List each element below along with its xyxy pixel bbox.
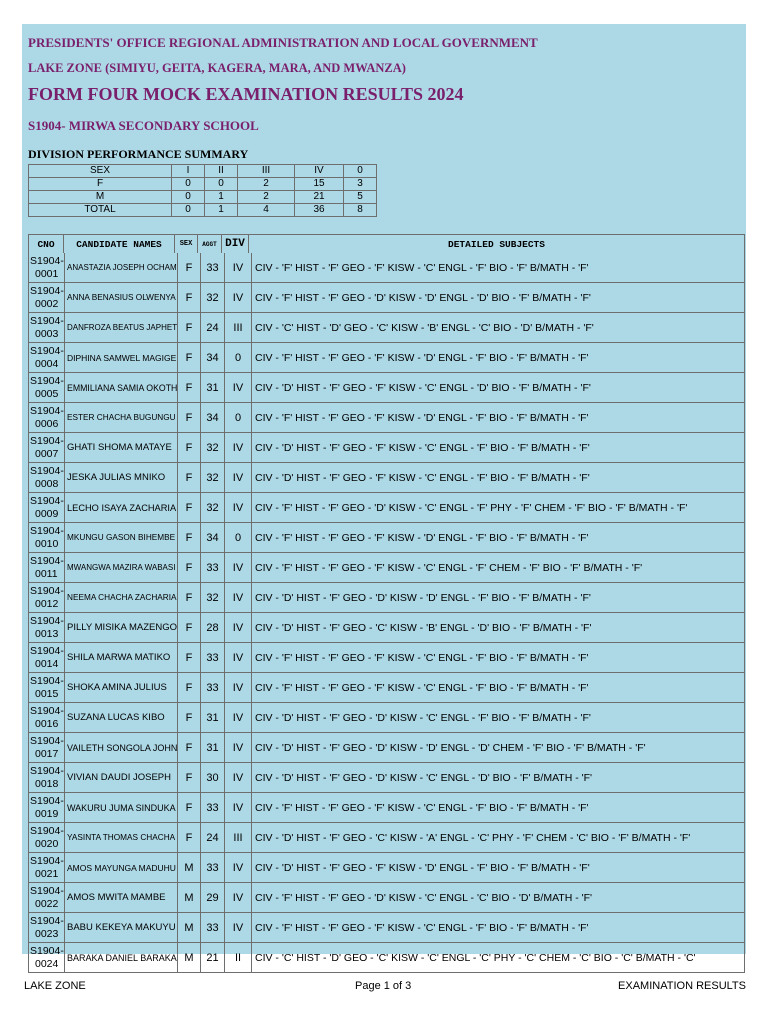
summary-cell: 4 xyxy=(238,204,295,217)
candidate-aggregate: 32 xyxy=(201,283,225,312)
table-row xyxy=(28,523,745,553)
candidate-subjects: CIV - 'F' HIST - 'F' GEO - 'D' KISW - 'C' ENGL - 'F' PHY - 'F' CHEM - 'F' BIO - 'F' B/MATH - 'F' xyxy=(255,501,688,514)
table-row xyxy=(28,373,745,403)
cno-suffix: 0003 xyxy=(35,327,59,340)
summary-cell: 0 xyxy=(172,191,205,204)
candidate-aggregate: 32 xyxy=(201,583,225,612)
cno-suffix: 0021 xyxy=(35,867,59,880)
candidate-number xyxy=(29,373,65,402)
candidate-number xyxy=(29,463,65,492)
summary-cell: 1 xyxy=(205,204,238,217)
candidate-name: WAKURU JUMA SINDUKA xyxy=(65,793,178,822)
candidate-division: IV xyxy=(225,703,252,732)
candidate-aggregate: 33 xyxy=(201,673,225,702)
cno-suffix: 0012 xyxy=(35,597,59,610)
cno-prefix: S1904- xyxy=(30,404,64,417)
table-row xyxy=(28,733,745,763)
table-row xyxy=(28,463,745,493)
cno-prefix: S1904- xyxy=(30,374,64,387)
cno-prefix: S1904- xyxy=(30,314,64,327)
candidate-division: IV xyxy=(225,583,252,612)
candidate-number xyxy=(29,883,65,912)
cno-prefix: S1904- xyxy=(30,854,64,867)
col-header-cno: CNO xyxy=(29,235,64,253)
cno-suffix: 0004 xyxy=(35,357,59,370)
candidate-number xyxy=(29,613,65,642)
candidate-aggregate: 33 xyxy=(201,793,225,822)
table-row xyxy=(28,613,745,643)
candidate-aggregate: 34 xyxy=(201,343,225,372)
cno-prefix: S1904- xyxy=(30,584,64,597)
cno-prefix: S1904- xyxy=(30,704,64,717)
table-row xyxy=(28,793,745,823)
cno-prefix: S1904- xyxy=(30,614,64,627)
cno-suffix: 0019 xyxy=(35,807,59,820)
summary-total-row xyxy=(29,204,377,217)
cno-suffix: 0016 xyxy=(35,717,59,730)
candidate-name: GHATI SHOMA MATAYE xyxy=(65,433,178,462)
candidate-sex: F xyxy=(178,253,201,282)
candidate-name: VIVIAN DAUDI JOSEPH xyxy=(65,763,178,792)
candidate-name: PILLY MISIKA MAZENGO xyxy=(65,613,178,642)
candidate-number xyxy=(29,283,65,312)
candidate-division: IV xyxy=(225,613,252,642)
summary-cell: 2 xyxy=(238,178,295,191)
candidate-number xyxy=(29,583,65,612)
table-row xyxy=(28,643,745,673)
table-row xyxy=(28,313,745,343)
candidate-sex: M xyxy=(178,943,201,972)
candidate-sex: F xyxy=(178,343,201,372)
col-header-name: CANDIDATE NAMES xyxy=(64,235,175,253)
cno-suffix: 0008 xyxy=(35,477,59,490)
candidate-name: JESKA JULIAS MNIKO xyxy=(65,463,178,492)
results-header-row xyxy=(28,234,745,253)
candidate-number xyxy=(29,253,65,282)
cno-prefix: S1904- xyxy=(30,494,64,507)
table-row xyxy=(28,583,745,613)
candidate-number xyxy=(29,403,65,432)
table-row xyxy=(28,283,745,313)
results-sheet xyxy=(22,24,746,970)
col-header-subjects: DETAILED SUBJECTS xyxy=(448,238,545,250)
candidate-aggregate: 24 xyxy=(201,313,225,342)
candidate-division: IV xyxy=(225,793,252,822)
candidate-subjects: CIV - 'D' HIST - 'F' GEO - 'D' KISW - 'C' ENGL - 'D' BIO - 'F' B/MATH - 'F' xyxy=(255,771,593,784)
candidate-name: SUZANA LUCAS KIBO xyxy=(65,703,178,732)
summary-header-cell: II xyxy=(205,165,238,178)
candidate-division: IV xyxy=(225,643,252,672)
candidate-number xyxy=(29,763,65,792)
candidate-division: IV xyxy=(225,253,252,282)
school-name: S1904- MIRWA SECONDARY SCHOOL xyxy=(28,118,259,133)
division-summary-table xyxy=(28,164,377,217)
candidate-division: IV xyxy=(225,913,252,942)
candidate-division: IV xyxy=(225,433,252,462)
candidate-aggregate: 33 xyxy=(201,913,225,942)
candidate-sex: F xyxy=(178,283,201,312)
candidate-subjects: CIV - 'F' HIST - 'F' GEO - 'F' KISW - 'C' ENGL - 'F' BIO - 'F' B/MATH - 'F' xyxy=(255,681,589,694)
candidate-aggregate: 21 xyxy=(201,943,225,972)
candidate-subjects: CIV - 'D' HIST - 'F' GEO - 'D' KISW - 'D' ENGL - 'F' BIO - 'F' B/MATH - 'F' xyxy=(255,591,591,604)
candidate-subjects: CIV - 'F' HIST - 'F' GEO - 'D' KISW - 'C' ENGL - 'C' BIO - 'D' B/MATH - 'F' xyxy=(255,891,593,904)
table-row xyxy=(28,433,745,463)
candidate-subjects: CIV - 'F' HIST - 'F' GEO - 'D' KISW - 'D' ENGL - 'D' BIO - 'F' B/MATH - 'F' xyxy=(255,291,591,304)
candidate-sex: F xyxy=(178,763,201,792)
candidate-subjects: CIV - 'D' HIST - 'F' GEO - 'F' KISW - 'C' ENGL - 'F' BIO - 'F' B/MATH - 'F' xyxy=(255,471,590,484)
candidate-name: AMOS MAYUNGA MADUHU xyxy=(65,853,178,882)
candidate-name: DANFROZA BEATUS JAPHET xyxy=(65,313,178,342)
candidate-name: ANNA BENASIUS OLWENYA xyxy=(65,283,178,312)
candidate-sex: F xyxy=(178,553,201,582)
candidate-name: EMMILIANA SAMIA OKOTH xyxy=(65,373,178,402)
table-row xyxy=(28,253,745,283)
summary-cell: 0 xyxy=(172,178,205,191)
summary-cell: 0 xyxy=(172,204,205,217)
summary-cell: 21 xyxy=(295,191,344,204)
footer-right: EXAMINATION RESULTS xyxy=(618,980,746,992)
cno-suffix: 0023 xyxy=(35,927,59,940)
candidate-sex: F xyxy=(178,463,201,492)
candidate-sex: F xyxy=(178,643,201,672)
candidate-sex: F xyxy=(178,313,201,342)
candidate-aggregate: 31 xyxy=(201,703,225,732)
cno-prefix: S1904- xyxy=(30,524,64,537)
candidate-name: SHOKA AMINA JULIUS xyxy=(65,673,178,702)
candidate-name: LECHO ISAYA ZACHARIA xyxy=(65,493,178,522)
cno-prefix: S1904- xyxy=(30,884,64,897)
summary-cell: 15 xyxy=(295,178,344,191)
candidate-number xyxy=(29,733,65,762)
candidate-name: MWANGWA MAZIRA WABASI xyxy=(65,553,178,582)
summary-cell: TOTAL xyxy=(29,204,172,217)
cno-suffix: 0024 xyxy=(35,957,59,970)
candidate-name: AMOS MWITA MAMBE xyxy=(65,883,178,912)
candidate-sex: F xyxy=(178,823,201,852)
candidate-number xyxy=(29,853,65,882)
summary-cell: 1 xyxy=(205,191,238,204)
summary-header-cell: I xyxy=(172,165,205,178)
candidate-division: 0 xyxy=(225,343,252,372)
table-row xyxy=(28,883,745,913)
candidate-sex: M xyxy=(178,913,201,942)
candidate-name: SHILA MARWA MATIKO xyxy=(65,643,178,672)
candidate-number xyxy=(29,313,65,342)
cno-prefix: S1904- xyxy=(30,914,64,927)
candidate-subjects: CIV - 'D' HIST - 'F' GEO - 'F' KISW - 'C' ENGL - 'D' BIO - 'F' B/MATH - 'F' xyxy=(255,381,591,394)
candidate-name: MKUNGU GASON BIHEMBE xyxy=(65,523,178,552)
summary-cell: 0 xyxy=(205,178,238,191)
candidate-subjects: CIV - 'D' HIST - 'F' GEO - 'C' KISW - 'A' ENGL - 'C' PHY - 'F' CHEM - 'C' BIO - 'F' B/MATH - 'F' xyxy=(255,831,691,844)
summary-cell: F xyxy=(29,178,172,191)
candidate-number xyxy=(29,913,65,942)
col-header-aggt: AGGT xyxy=(198,235,222,253)
candidate-sex: F xyxy=(178,673,201,702)
candidate-subjects: CIV - 'D' HIST - 'F' GEO - 'D' KISW - 'D' ENGL - 'D' CHEM - 'F' BIO - 'F' B/MATH - 'F' xyxy=(255,741,646,754)
cno-prefix: S1904- xyxy=(30,944,64,957)
candidate-sex: M xyxy=(178,883,201,912)
cno-suffix: 0002 xyxy=(35,297,59,310)
summary-row xyxy=(29,178,377,191)
candidate-name: YASINTA THOMAS CHACHA xyxy=(65,823,178,852)
cno-suffix: 0015 xyxy=(35,687,59,700)
cno-prefix: S1904- xyxy=(30,674,64,687)
cno-prefix: S1904- xyxy=(30,734,64,747)
cno-suffix: 0013 xyxy=(35,627,59,640)
candidate-sex: F xyxy=(178,793,201,822)
cno-suffix: 0014 xyxy=(35,657,59,670)
candidate-name: BABU KEKEYA MAKUYU xyxy=(65,913,178,942)
candidate-division: IV xyxy=(225,763,252,792)
col-header-sex: SEX xyxy=(175,235,198,253)
col-header-div: DIV xyxy=(222,235,249,253)
candidate-subjects: CIV - 'D' HIST - 'F' GEO - 'F' KISW - 'C' ENGL - 'F' BIO - 'F' B/MATH - 'F' xyxy=(255,441,590,454)
candidate-number xyxy=(29,943,65,972)
cno-suffix: 0017 xyxy=(35,747,59,760)
summary-cell: 8 xyxy=(344,204,377,217)
candidate-division: 0 xyxy=(225,523,252,552)
cno-suffix: 0009 xyxy=(35,507,59,520)
candidate-subjects: CIV - 'F' HIST - 'F' GEO - 'F' KISW - 'D' ENGL - 'F' BIO - 'F' B/MATH - 'F' xyxy=(255,351,589,364)
footer-page-number: Page 1 of 3 xyxy=(355,980,412,992)
cno-prefix: S1904- xyxy=(30,434,64,447)
candidate-division: IV xyxy=(225,883,252,912)
table-row xyxy=(28,403,745,433)
table-row xyxy=(28,763,745,793)
zone-header: LAKE ZONE (SIMIYU, GEITA, KAGERA, MARA, AND MWANZA) xyxy=(28,61,406,75)
cno-prefix: S1904- xyxy=(30,824,64,837)
candidate-division: IV xyxy=(225,733,252,762)
table-row xyxy=(28,553,745,583)
candidate-subjects: CIV - 'D' HIST - 'F' GEO - 'F' KISW - 'D' ENGL - 'F' BIO - 'F' B/MATH - 'F' xyxy=(255,861,590,874)
candidate-aggregate: 34 xyxy=(201,403,225,432)
cno-suffix: 0010 xyxy=(35,537,59,550)
candidate-aggregate: 28 xyxy=(201,613,225,642)
candidate-subjects: CIV - 'F' HIST - 'F' GEO - 'F' KISW - 'D' ENGL - 'F' BIO - 'F' B/MATH - 'F' xyxy=(255,531,589,544)
candidate-number xyxy=(29,673,65,702)
candidate-aggregate: 33 xyxy=(201,853,225,882)
candidate-aggregate: 32 xyxy=(201,493,225,522)
candidate-aggregate: 32 xyxy=(201,433,225,462)
candidate-sex: F xyxy=(178,583,201,612)
footer-left: LAKE ZONE xyxy=(24,980,86,992)
candidate-aggregate: 33 xyxy=(201,253,225,282)
candidate-subjects: CIV - 'F' HIST - 'F' GEO - 'F' KISW - 'C' ENGL - 'F' BIO - 'F' B/MATH - 'F' xyxy=(255,261,589,274)
candidate-division: IV xyxy=(225,373,252,402)
candidate-subjects: CIV - 'F' HIST - 'F' GEO - 'F' KISW - 'C' ENGL - 'F' CHEM - 'F' BIO - 'F' B/MATH - 'F' xyxy=(255,561,643,574)
summary-header-cell: SEX xyxy=(29,165,172,178)
cno-prefix: S1904- xyxy=(30,254,64,267)
candidate-number xyxy=(29,523,65,552)
candidate-subjects: CIV - 'F' HIST - 'F' GEO - 'F' KISW - 'C' ENGL - 'F' BIO - 'F' B/MATH - 'F' xyxy=(255,651,589,664)
table-row xyxy=(28,703,745,733)
summary-header-cell: 0 xyxy=(344,165,377,178)
cno-prefix: S1904- xyxy=(30,344,64,357)
candidate-sex: F xyxy=(178,523,201,552)
summary-row xyxy=(29,191,377,204)
cno-prefix: S1904- xyxy=(30,794,64,807)
cno-suffix: 0007 xyxy=(35,447,59,460)
results-table xyxy=(28,234,745,973)
cno-suffix: 0006 xyxy=(35,417,59,430)
candidate-number xyxy=(29,823,65,852)
table-row xyxy=(28,673,745,703)
office-header: PRESIDENTS' OFFICE REGIONAL ADMINISTRATION AND LOCAL GOVERNMENT xyxy=(28,35,538,50)
candidate-number xyxy=(29,433,65,462)
cno-suffix: 0005 xyxy=(35,387,59,400)
candidate-subjects: CIV - 'C' HIST - 'D' GEO - 'C' KISW - 'B' ENGL - 'C' BIO - 'D' B/MATH - 'F' xyxy=(255,321,594,334)
table-row xyxy=(28,943,745,973)
summary-cell: 3 xyxy=(344,178,377,191)
candidate-name: ANASTAZIA JOSEPH OCHAM xyxy=(65,253,178,282)
page-title: FORM FOUR MOCK EXAMINATION RESULTS 2024 xyxy=(28,84,464,104)
candidate-sex: F xyxy=(178,403,201,432)
candidate-division: IV xyxy=(225,673,252,702)
candidate-aggregate: 24 xyxy=(201,823,225,852)
candidate-division: IV xyxy=(225,553,252,582)
cno-suffix: 0018 xyxy=(35,777,59,790)
candidate-sex: F xyxy=(178,733,201,762)
candidate-aggregate: 33 xyxy=(201,643,225,672)
cno-prefix: S1904- xyxy=(30,464,64,477)
cno-suffix: 0001 xyxy=(35,267,59,280)
candidate-aggregate: 29 xyxy=(201,883,225,912)
candidate-aggregate: 32 xyxy=(201,463,225,492)
candidate-subjects: CIV - 'F' HIST - 'F' GEO - 'F' KISW - 'C' ENGL - 'F' BIO - 'F' B/MATH - 'F' xyxy=(255,801,589,814)
candidate-name: DIPHINA SAMWEL MAGIGE xyxy=(65,343,178,372)
candidate-aggregate: 33 xyxy=(201,553,225,582)
summary-header-row xyxy=(29,165,377,178)
candidate-division: III xyxy=(225,823,252,852)
table-row xyxy=(28,853,745,883)
table-row xyxy=(28,493,745,523)
summary-cell: 36 xyxy=(295,204,344,217)
candidate-name: BARAKA DANIEL BARAKA xyxy=(65,943,178,972)
summary-cell: 5 xyxy=(344,191,377,204)
candidate-sex: F xyxy=(178,703,201,732)
table-row xyxy=(28,913,745,943)
summary-header-cell: III xyxy=(238,165,295,178)
candidate-division: IV xyxy=(225,493,252,522)
cno-suffix: 0020 xyxy=(35,837,59,850)
candidate-subjects: CIV - 'F' HIST - 'F' GEO - 'F' KISW - 'D' ENGL - 'F' BIO - 'F' B/MATH - 'F' xyxy=(255,411,589,424)
candidate-subjects: CIV - 'C' HIST - 'D' GEO - 'C' KISW - 'C' ENGL - 'C' PHY - 'C' CHEM - 'C' BIO - 'C' B/MATH - 'C' xyxy=(255,951,696,964)
candidate-name: ESTER CHACHA BUGUNGU xyxy=(65,403,178,432)
candidate-number xyxy=(29,343,65,372)
candidate-number xyxy=(29,703,65,732)
candidate-number xyxy=(29,643,65,672)
candidate-division: II xyxy=(225,943,252,972)
candidate-number xyxy=(29,493,65,522)
cno-prefix: S1904- xyxy=(30,554,64,567)
candidate-name: VAILETH SONGOLA JOHN xyxy=(65,733,178,762)
candidate-sex: F xyxy=(178,373,201,402)
candidate-aggregate: 31 xyxy=(201,733,225,762)
candidate-sex: F xyxy=(178,613,201,642)
candidate-aggregate: 30 xyxy=(201,763,225,792)
results-rows xyxy=(28,253,745,973)
candidate-aggregate: 34 xyxy=(201,523,225,552)
candidate-number xyxy=(29,553,65,582)
candidate-sex: F xyxy=(178,433,201,462)
table-row xyxy=(28,823,745,853)
cno-suffix: 0011 xyxy=(35,567,58,580)
cno-suffix: 0022 xyxy=(35,897,59,910)
candidate-division: IV xyxy=(225,853,252,882)
candidate-subjects: CIV - 'D' HIST - 'F' GEO - 'C' KISW - 'B' ENGL - 'D' BIO - 'F' B/MATH - 'F' xyxy=(255,621,592,634)
summary-cell: 2 xyxy=(238,191,295,204)
summary-title: DIVISION PERFORMANCE SUMMARY xyxy=(28,147,249,161)
candidate-division: IV xyxy=(225,463,252,492)
cno-prefix: S1904- xyxy=(30,644,64,657)
candidate-name: NEEMA CHACHA ZACHARIA xyxy=(65,583,178,612)
candidate-sex: F xyxy=(178,493,201,522)
cno-prefix: S1904- xyxy=(30,764,64,777)
candidate-subjects: CIV - 'F' HIST - 'F' GEO - 'F' KISW - 'C' ENGL - 'F' BIO - 'F' B/MATH - 'F' xyxy=(255,921,589,934)
table-row xyxy=(28,343,745,373)
candidate-division: IV xyxy=(225,283,252,312)
candidate-aggregate: 31 xyxy=(201,373,225,402)
candidate-number xyxy=(29,793,65,822)
cno-prefix: S1904- xyxy=(30,284,64,297)
candidate-subjects: CIV - 'D' HIST - 'F' GEO - 'D' KISW - 'C' ENGL - 'F' BIO - 'F' B/MATH - 'F' xyxy=(255,711,591,724)
candidate-division: 0 xyxy=(225,403,252,432)
summary-header-cell: IV xyxy=(295,165,344,178)
summary-cell: M xyxy=(29,191,172,204)
candidate-division: III xyxy=(225,313,252,342)
candidate-sex: M xyxy=(178,853,201,882)
